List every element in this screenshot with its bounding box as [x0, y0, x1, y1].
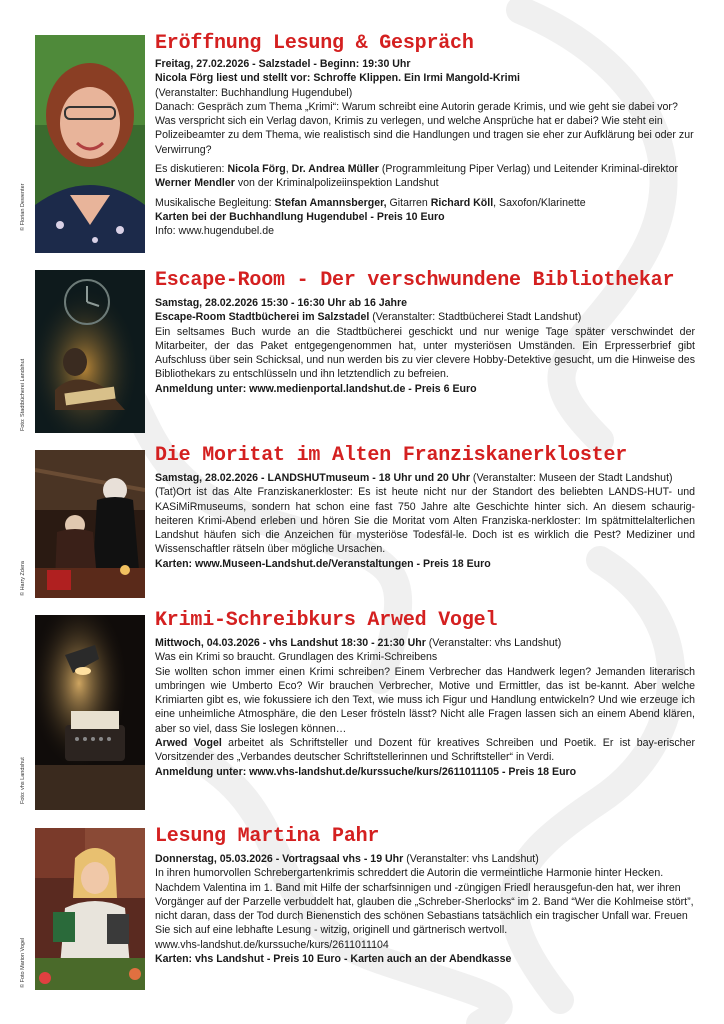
event-photo-author-portrait	[35, 35, 145, 253]
event-tickets: Karten: vhs Landshut - Preis 10 Euro - Karten auch an der Abendkasse	[155, 953, 512, 966]
event-title: Eröffnung Lesung & Gespräch	[155, 32, 474, 55]
event-registration[interactable]: Anmeldung unter: www.medienportal.landshut.de - Preis 6 Euro	[155, 382, 477, 395]
event-music: Musikalische Begleitung: Stefan Amannsberger, Gitarren Richard Köll, Saxofon/Klarinette	[155, 196, 586, 209]
event-photo-typewriter	[35, 615, 145, 810]
event-title: Lesung Martina Pahr	[155, 825, 380, 848]
event-venue: Escape-Room Stadtbücherei im Salzstadel	[155, 311, 370, 324]
event-organizer: (Veranstalter: vhs Landshut)	[403, 853, 539, 865]
event-date-venue: Donnerstag, 05.03.2026 - Vortragsaal vhs - 19 Uhr	[155, 853, 404, 865]
event-headline: Nicola Förg liest und stellt vor: Schroffe Klippen. Ein Irmi Mangold-Krimi	[155, 72, 520, 85]
event-tickets[interactable]: Karten: www.Museen-Landshut.de/Veranstaltungen - Preis 18 Euro	[155, 557, 491, 570]
photo-credit: © Florian Dewenter	[20, 183, 26, 231]
event-info-link[interactable]: Info: www.hugendubel.de	[155, 225, 274, 238]
event-photo-author-garden	[35, 828, 145, 990]
event-description: (Tat)Ort ist das Alte Franziskanerkloster: Es ist heute nicht nur der Standort des beliebten LANDS-HUT- und KASiMiRmuseums, sondern hat schon eine fast 750 Jahre alte Geschichte hinter sich. An diesem schaurig-heiteren Krimi-Abend erleben und hören Sie die Moritat vom Alten Franziska-nerkloster: Im spätmittelalterlichen Landshut häufen sich die Anzeichen für mysteriöse Todesfäl-le. Doch ist es wirklich die Pest? Mediziner und Wissenschaftler rätseln über mögliche Ursachen.	[155, 486, 695, 556]
event-bio: Arwed Vogel arbeitet als Schriftsteller und Dozent für kreatives Schreiben und Poetik. Er ist bay-erischer Vorsitzender des „Verbandes deutscher Schriftstellerinnen und Schriftsteller“ in Verdi.	[155, 737, 695, 764]
event-date: Samstag, 28.02.2026 15:30 - 16:30 Uhr ab 16 Jahre	[155, 297, 408, 309]
event-photo-escape-room	[35, 270, 145, 433]
event-organizer: (Veranstalter: Museen der Stadt Landshut)	[469, 472, 673, 484]
event-link[interactable]: www.vhs-landshut.de/kurssuche/kurs/2611011104	[155, 938, 389, 951]
event-organizer: (Veranstalter: vhs Landshut)	[425, 637, 562, 649]
event-description: Sie wollten schon immer einen Krimi schreiben? Einem Verbrecher das Handwerk legen? Jemanden literarisch umbringen wie Umberto Eco? Wir brauchen Verbrecher, Motive und Ermittler, das ist be-kannt. Aber welche Krimiarten gibt es, wie fokussiere ich den Text, wie muss ich Figur und Handlung entwickeln? Und wie erzeuge ich eine unheimliche Atmosphäre, die den Leser frösteln lässt? Nicht alle Fragen lassen sich an einem Abend klären, aber so viel, dass Sie loslegen können…	[155, 665, 695, 735]
event-description: In ihren humorvollen Schrebergartenkrimis schreddert die Autorin die vermeintliche Harmonie hinter Hecken. Nachdem Valentina im 1. Band mit Hilfe der scharfsinnigen und -züngigen Friedl herausgefun-den hat, wer ihren Vorgänger auf der Parzelle verbuddelt hat, glauben die „Schreber-Sherlocks“ im 2. Band “Wer die Kohlmeise stört”, nicht daran, dass der Tod durch Bienenstich des schönen Sebastians tatsächlich ein tragischer Unfall war. Freuen Sie sich auf eine lebhafte Lesung - witzig, originell und gärtnerisch wertvoll.	[155, 867, 694, 937]
photo-credit: Foto: vhs Landshut	[20, 757, 26, 804]
event-title: Escape-Room - Der verschwundene Bibliothekar	[155, 269, 675, 292]
event-title: Krimi-Schreibkurs Arwed Vogel	[155, 609, 498, 632]
event-organizer: (Veranstalter: Stadtbücherei Stadt Landshut)	[369, 311, 582, 324]
event-photo-moritat	[35, 450, 145, 598]
event-date-venue: Mittwoch, 04.03.2026 - vhs Landshut 18:30 - 21:30 Uhr	[155, 637, 426, 649]
event-subtitle: Was ein Krimi so braucht. Grundlagen des Krimi-Schreibens	[155, 651, 438, 664]
event-organizer: (Veranstalter: Buchhandlung Hugendubel)	[155, 86, 353, 99]
event-title: Die Moritat im Alten Franziskanerkloster	[155, 444, 628, 467]
event-date-venue: Freitag, 27.02.2026 - Salzstadel - Beginn: 19:30 Uhr	[155, 58, 411, 70]
photo-credit: Foto: Stadtbücherei Landshut	[20, 358, 26, 431]
event-description: Danach: Gespräch zum Thema „Krimi“: Warum schreibt eine Autorin gerade Krimis, und wie geht sie dabei vor? Was verspricht sich ein Verlag davon, Krimis zu verlegen, und welche Ansprüche hat er dabei? Wie steht ein Polizeibeamter zu dem Thema, wie realistisch sind die Handlungen und tragen sie eher zur Aufklärung bei oder zur Verwirrung?	[155, 100, 694, 156]
photo-credit: © Foto Marion Vogel	[20, 937, 26, 988]
event-registration[interactable]: Anmeldung unter: www.vhs-landshut.de/kurssuche/kurs/2611011105 - Preis 18 Euro	[155, 765, 577, 778]
event-tickets: Karten bei der Buchhandlung Hugendubel - Preis 10 Euro	[155, 210, 445, 223]
photo-credit: © Harry Zdera	[20, 561, 26, 596]
event-date-venue: Samstag, 28.02.2026 - LANDSHUTmuseum - 18 Uhr und 20 Uhr	[155, 472, 470, 484]
event-description: Ein seltsames Buch wurde an die Stadtbücherei geschickt und nur wenige Tage später verschwindet der Mitarbeiter, der das Paket entgegengenommen hat, unter mysteriösen Umständen. Ein Erpresserbrief gibt Aufschluss über sein Schicksal, und nun werden bis zu vier clevere Hobby-Detektive gesucht, um die Hinweise des Bibliothekars zu entschlüsseln und ihn letztendlich zu befreien.	[155, 325, 695, 381]
event-panel: Es diskutieren: Nicola Förg, Dr. Andrea Müller (Programmleitung Piper Verlag) und Leitender Kriminal-direktor Werner Mendler von der Kriminalpolizeiinspektion Landshut	[155, 163, 679, 190]
